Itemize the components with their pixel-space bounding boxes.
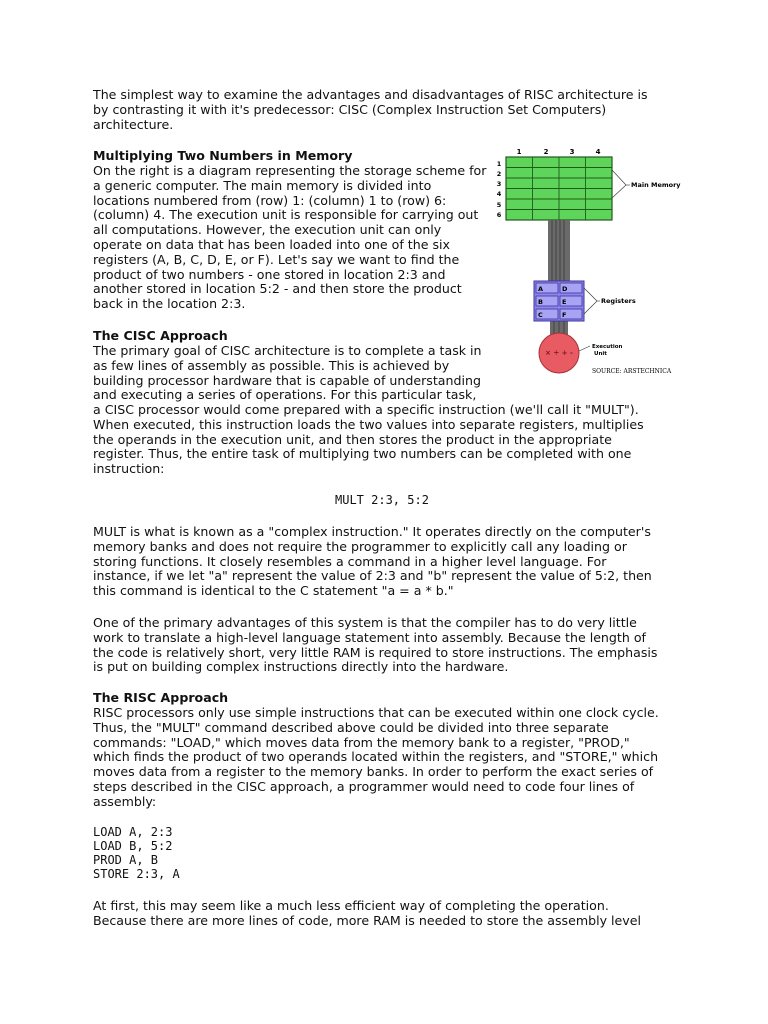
- col-label: 3: [569, 148, 575, 156]
- row-label: 3: [496, 180, 502, 188]
- cisc-paragraph-narrow: The primary goal of CISC architecture is to complete a task in as few lines of assembly as possible. This is achieved by building processor hardware that is capable of understanding and executing a series of operations. For this particular task,: [93, 343, 482, 403]
- registers-callout: [584, 288, 600, 314]
- cisc-paragraph-wide: a CISC processor would come prepared with a specific instruction (we'll call it "MULT"). When executed, this instruction loads the two values into separate registers, multiplies the operands in the execution unit, and then stores the product in the appropriate register. Thus, the entire task of multiplying two numbers can be completed with one instruction:: [93, 402, 644, 477]
- heading-cisc: The CISC Approach: [93, 328, 228, 343]
- risc-paragraph: RISC processors only use simple instructions that can be executed within one clock cycle. Thus, the "MULT" command described above could be divided into three separate commands: "LOAD," which moves data from the memory bank to a register, "PROD," which finds the product of two operands located within the registers, and "STORE," which moves data from a register to the memory banks. In order to perform the exact series of steps described in the CISC approach, a programmer would need to code four lines of assembly:: [93, 705, 659, 809]
- mult-complex-paragraph: MULT is what is known as a "complex instruction." It operates directly on the computer's memory banks and does not require the programmer to explicitly call any loading or storing functions. It closely resembles a command in a higher level language. For instance, if we let "a" represent the value of 2:3 and "b" represent the value of 5:2, then this command is identical to the C statement "a = a * b.": [93, 524, 652, 599]
- registers-label: Registers: [601, 297, 636, 305]
- execution-label-1: Execution: [592, 344, 623, 350]
- execution-label-2: Unit: [594, 351, 607, 357]
- risc-code-block: [93, 825, 180, 881]
- register-d: D: [562, 285, 568, 293]
- register-a: A: [538, 285, 544, 293]
- row-label: 6: [496, 211, 502, 219]
- source-credit: SOURCE: ARSTECHNICA: [592, 368, 672, 375]
- risc-closing-paragraph: At first, this may seem like a much less efficient way of completing the operation. Because there are more lines of code, more RAM is needed to store the assembly level: [93, 898, 642, 928]
- cisc-advantages-paragraph: One of the primary advantages of this system is that the compiler has to do very little work to translate a high-level language statement into assembly. Because the length of the code is relatively short, very little RAM is required to store instructions. The emphasis is put on building complex instructions directly into the hardware.: [93, 615, 658, 675]
- register-b: B: [538, 298, 543, 306]
- main-memory-grid: [506, 157, 612, 220]
- execution-callout: [579, 346, 590, 351]
- register-c: C: [538, 311, 543, 319]
- main-memory-callout: [612, 170, 630, 198]
- multiplying-paragraph: On the right is a diagram representing the storage scheme for a generic computer. The main memory is divided into locations numbered from (row) 1: (column) 1 to (row) 6: (column) 4. The execution unit is responsible for carrying out all computations. However, the execution unit can only operate on data that has been loaded into one of the six registers (A, B, C, D, E, or F). Let's say we want to find the product of two numbers - one stored in location 2:3 and another stored in location 5:2 - and then store the product back in the location 2:3.: [93, 163, 487, 312]
- col-label: 1: [516, 148, 522, 156]
- cisc-code: MULT 2:3, 5:2: [335, 493, 429, 507]
- code-line: LOAD B, 5:2: [93, 839, 173, 853]
- col-label: 2: [543, 148, 549, 156]
- row-label: 1: [496, 160, 502, 168]
- col-label: 4: [595, 148, 601, 156]
- heading-multiplying: Multiplying Two Numbers in Memory: [93, 148, 353, 163]
- intro-paragraph: The simplest way to examine the advantages and disadvantages of RISC architecture is by contrasting it with it's predecessor: CISC (Complex Instruction Set Computers) architecture.: [93, 87, 648, 132]
- memory-bus: [548, 220, 570, 340]
- code-line: LOAD A, 2:3: [93, 825, 173, 839]
- execution-ops: × ÷ + -: [545, 349, 573, 357]
- row-label: 5: [496, 201, 502, 209]
- row-label: 2: [496, 170, 502, 178]
- code-line: STORE 2:3, A: [93, 867, 180, 881]
- main-memory-label: Main Memory: [631, 181, 681, 189]
- register-f: F: [562, 311, 567, 319]
- row-label: 4: [496, 190, 502, 198]
- storage-scheme-diagram: [494, 148, 684, 380]
- code-line: PROD A, B: [93, 853, 159, 867]
- register-e: E: [562, 298, 567, 306]
- heading-risc: The RISC Approach: [93, 690, 229, 705]
